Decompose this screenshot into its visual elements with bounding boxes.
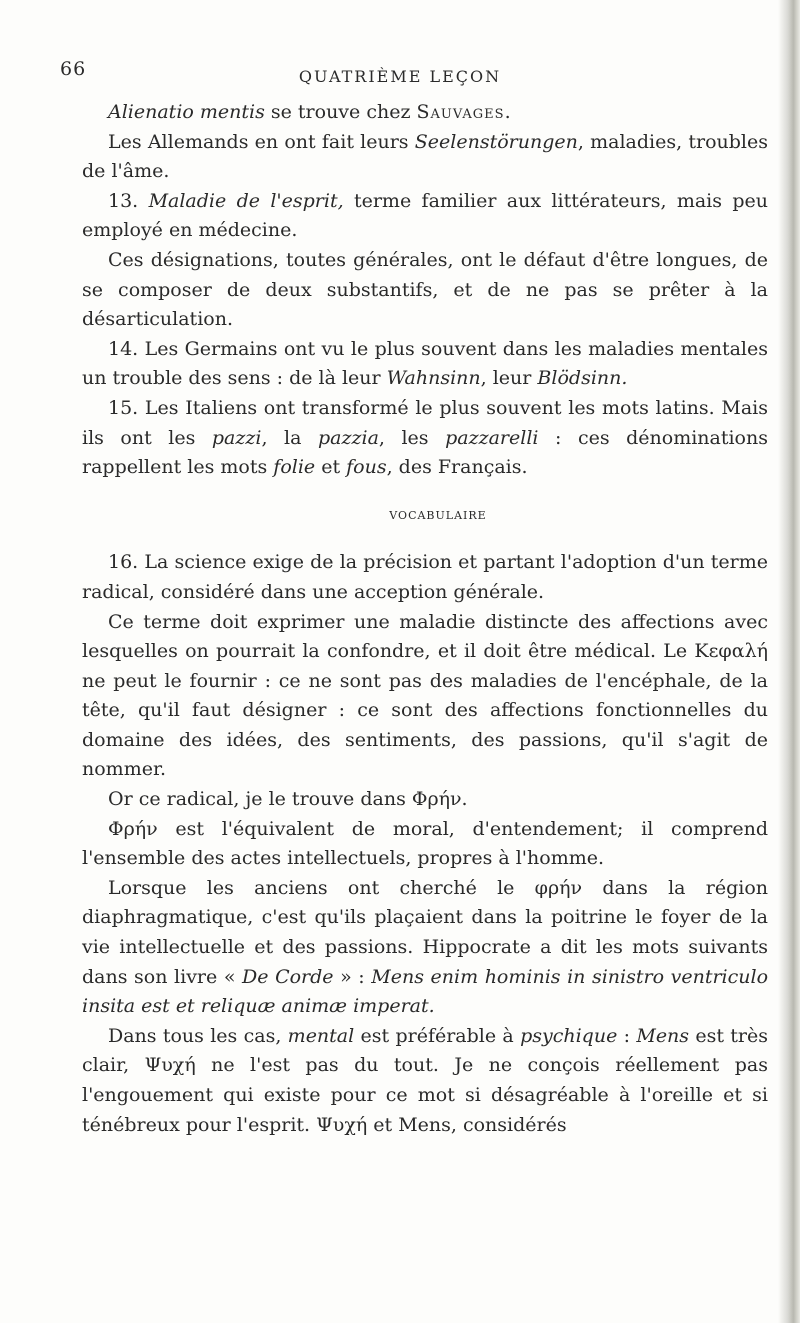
paragraph: [82, 187, 768, 246]
text-run: , maladies, troubles de l'âme.: [82, 130, 768, 183]
text-run: est très clair, Ψυχή ne l'est pas du tout. Je ne conçois réellement pas l'engouement qui existe pour ce mot si désagréable à l'oreille et si ténébreux pour l'esprit. Ψυχή et Mens, considérés: [82, 1024, 769, 1136]
body-text: [82, 98, 768, 1140]
paragraph: [82, 785, 768, 815]
paragraph: [82, 335, 768, 394]
running-head: QUATRIÈME LEÇON: [298, 67, 502, 86]
italic-text: Mens: [636, 1024, 690, 1047]
paragraph: [82, 608, 768, 786]
text-run: Ces désignations, toutes générales, ont le défaut d'être longues, de se composer de deux substantifs, et de ne pas se prêter à la désarticulation.: [82, 248, 768, 331]
paragraph: [82, 1022, 768, 1140]
italic-text: folie: [273, 456, 316, 479]
text-run: » :: [333, 965, 372, 988]
text-run: terme familier aux littérateurs, mais peu employé en médecine.: [82, 189, 768, 242]
text-run: , la: [261, 426, 318, 449]
paragraph: [82, 874, 768, 1022]
italic-text: Maladie de l'esprit,: [148, 189, 344, 212]
italic-text: Blödsinn.: [537, 367, 628, 390]
text-run: Dans tous les cas,: [108, 1024, 288, 1047]
small-caps-text: Sauvages: [416, 101, 505, 123]
section-heading: VOCABULAIRE: [389, 508, 487, 522]
italic-text: pazzia: [317, 426, 379, 449]
italic-text: Wahnsinn: [386, 367, 481, 390]
italic-text: psychique: [520, 1024, 618, 1047]
text-run: et: [315, 456, 347, 479]
text-run: Les Allemands en ont fait leurs: [108, 130, 415, 153]
paragraph: [82, 98, 768, 128]
text-run: , des Français.: [386, 456, 528, 479]
text-run: : ces dénominations rappellent les mots: [82, 426, 768, 479]
text-run: est préférable à: [354, 1024, 521, 1047]
text-run: Φρήν est l'équivalent de moral, d'entendement; il comprend l'ensemble des actes intellectuels, propres à l'homme.: [82, 817, 768, 870]
italic-text: Seelenstörungen: [414, 130, 578, 153]
text-run: , les: [378, 426, 446, 449]
text-run: .: [504, 101, 511, 123]
italic-text: De Corde: [242, 965, 334, 988]
paragraph: [82, 394, 768, 483]
text-run: :: [617, 1024, 637, 1047]
italic-text: pazzi: [211, 426, 262, 449]
text-run: , leur: [480, 367, 538, 390]
page-binding-shadow: [778, 0, 800, 1323]
italic-text: pazzarelli: [445, 426, 539, 449]
paragraph: [82, 246, 768, 335]
italic-text: mental: [287, 1024, 355, 1047]
paragraph: [82, 815, 768, 874]
text-run: 14. Les Germains ont vu le plus souvent dans les maladies mentales un trouble des sens : de là leur: [82, 337, 768, 390]
italic-text: Mens enim hominis in sinistro ventriculo insita est et reliquæ animæ imperat.: [82, 965, 769, 1018]
paragraph: [82, 128, 768, 187]
text-run: Ce terme doit exprimer une maladie distincte des affections avec lesquelles on pourrait la confondre, et il doit être médical. Le Κεφαλή ne peut le fournir : ce ne sont pas des maladies de l'encéphale, de la tête, qu'il faut désigner : ce sont des affections fonctionnelles du domaine des idées, des sentiments, des passions, qu'il s'agit de nommer.: [82, 610, 768, 781]
text-run: se trouve chez: [264, 101, 417, 123]
text-run: Lorsque les anciens ont cherché le φρήν dans la région diaphragmatique, c'est qu'ils plaçaient dans la poitrine le foyer de la vie intellectuelle et des passions. Hippocrate a dit les mots suivants dans son livre «: [82, 876, 768, 988]
page-number: 66: [60, 58, 87, 80]
paragraph: [82, 548, 768, 607]
text-run: Or ce radical, je le trouve dans Φρήν.: [108, 788, 468, 811]
text-run: 16. La science exige de la précision et partant l'adoption d'un terme radical, considéré dans une acception générale.: [82, 551, 768, 603]
text-run: 15. Les Italiens ont transformé le plus souvent les mots latins. Mais ils ont les: [82, 396, 768, 449]
italic-text: fous: [346, 456, 387, 479]
text-run: 13.: [108, 189, 149, 212]
italic-text: Alienatio mentis: [108, 101, 265, 123]
